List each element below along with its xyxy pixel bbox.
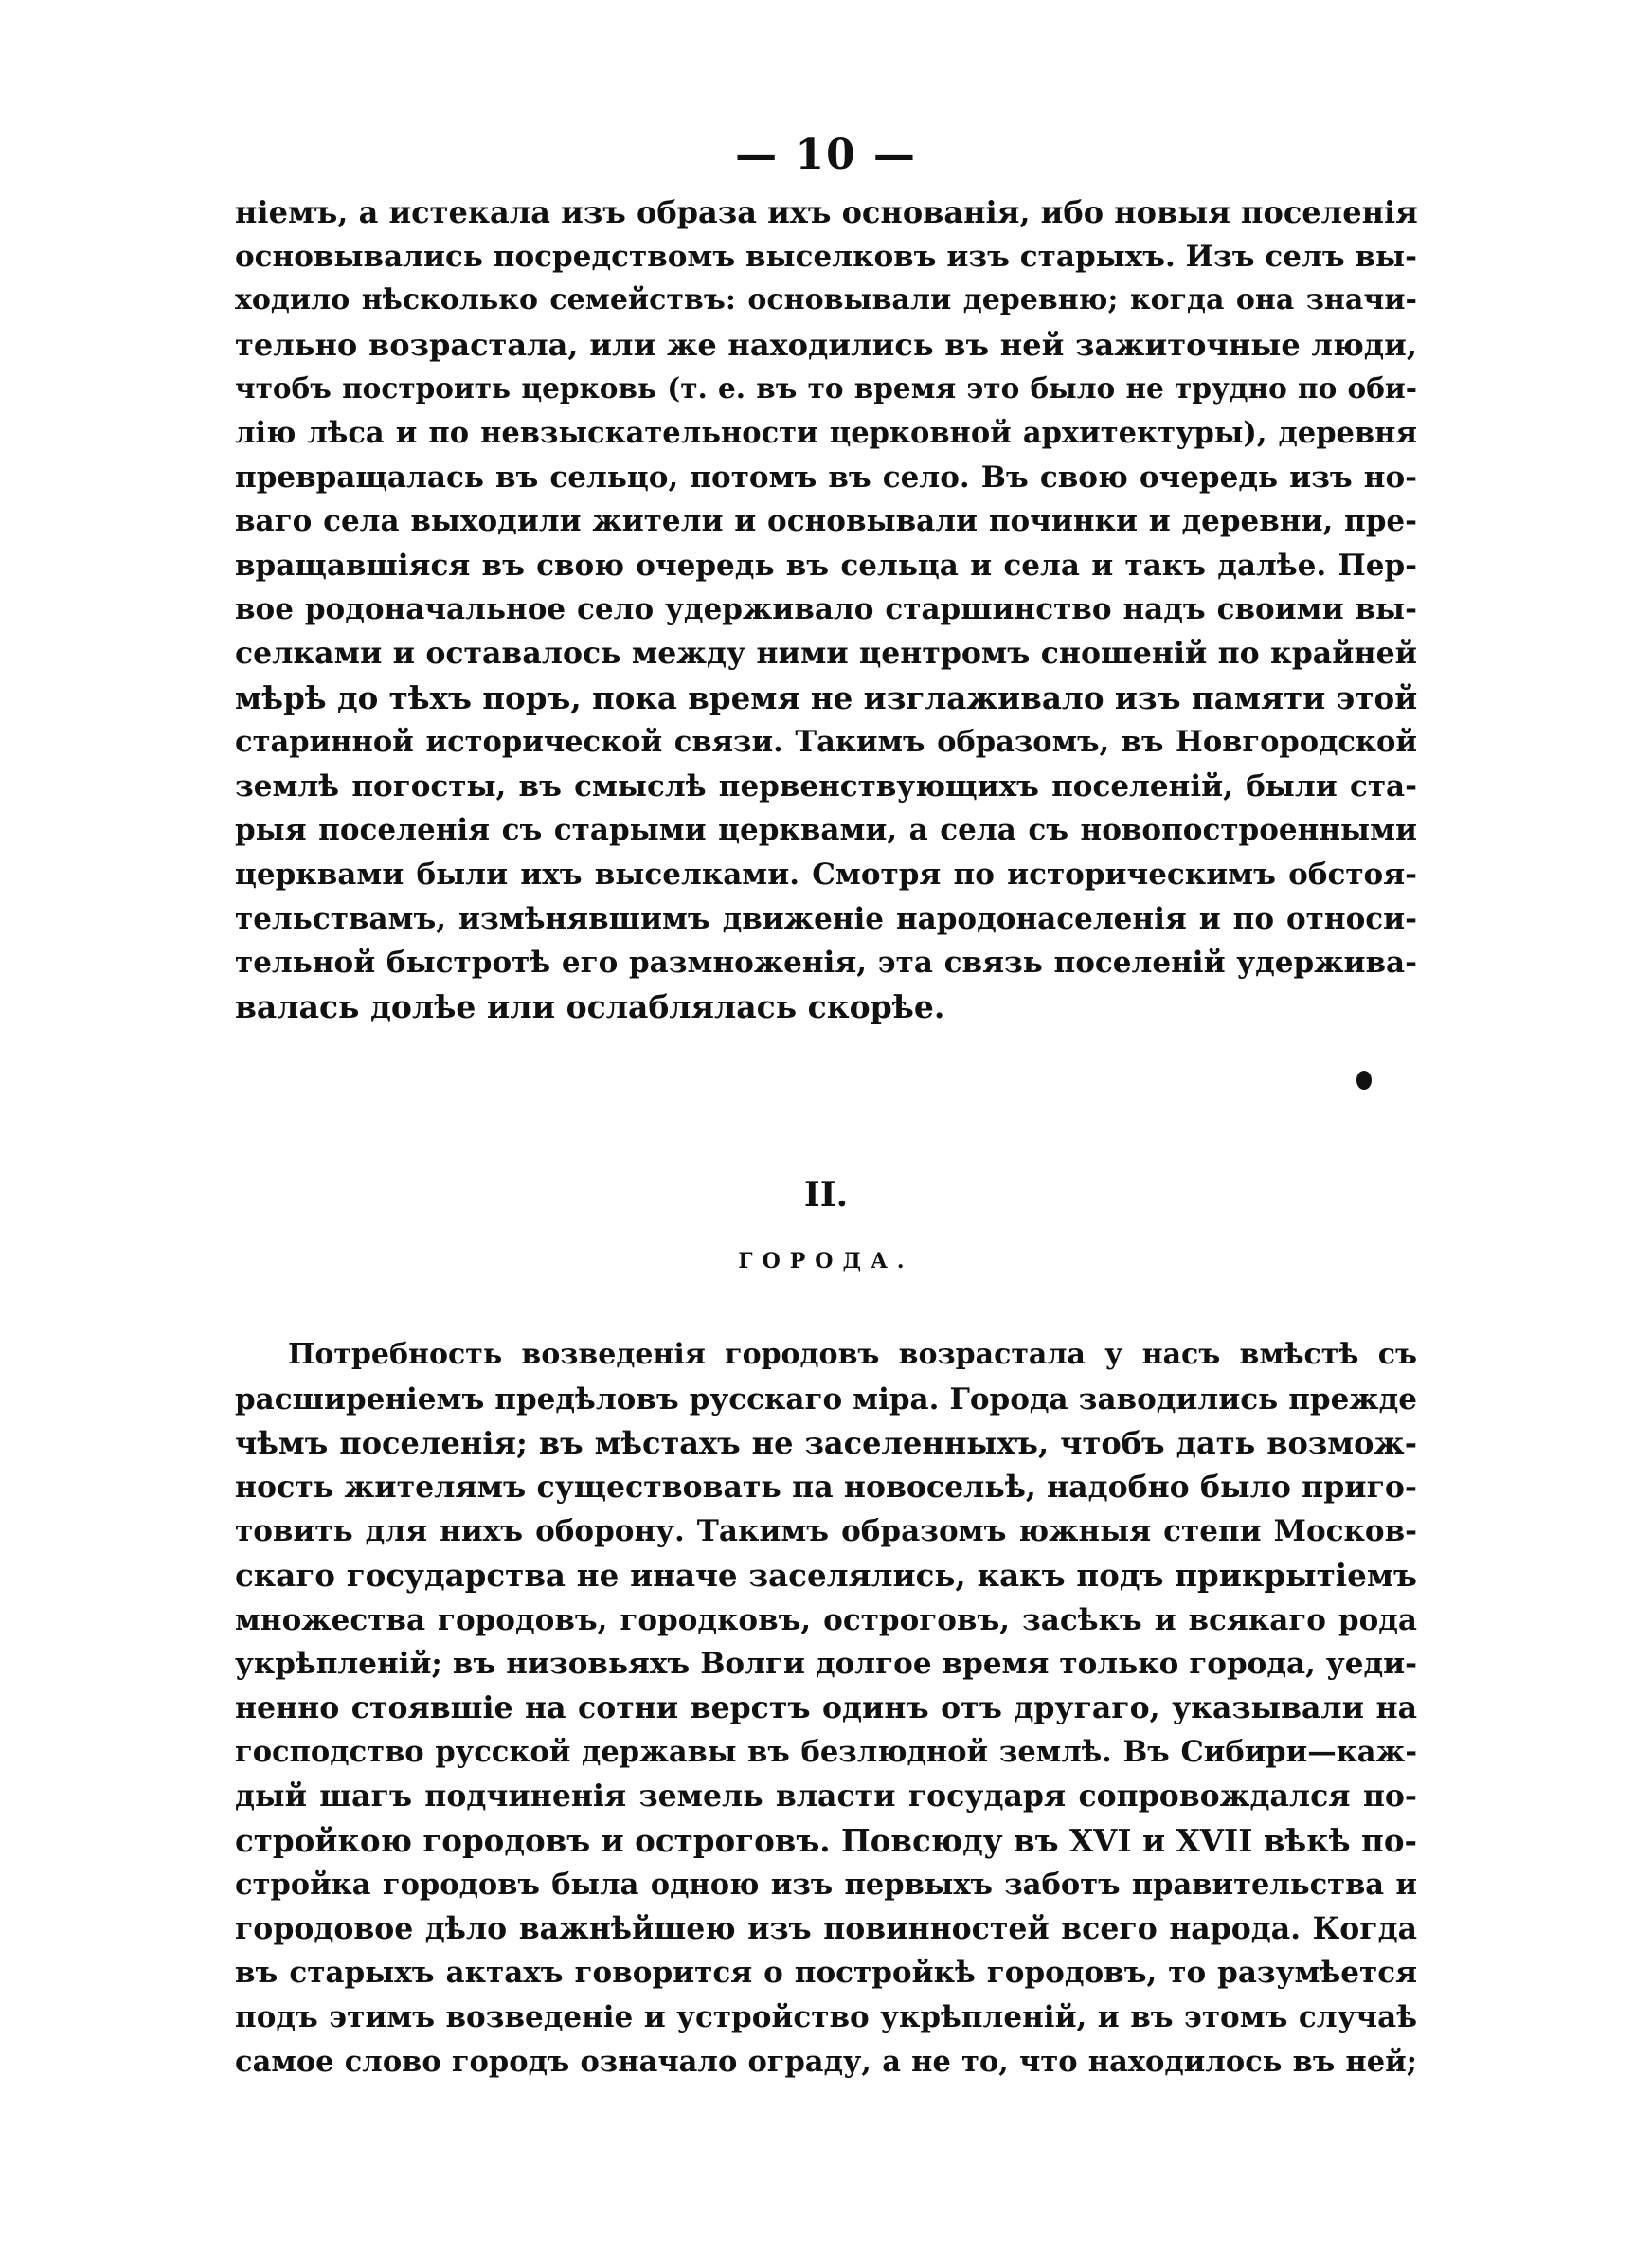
text-line: вое родоначальное село удерживало старшинство надъ своими вы- <box>235 592 1417 627</box>
section-title: ГОРОДА. <box>738 1249 914 1273</box>
text-line: стройкою городовъ и остроговъ. Повсюду въ XVI и XVII вѣкѣ по- <box>235 1821 1417 1859</box>
paragraph-cities <box>235 1333 1417 2084</box>
text-line: расширеніемъ предѣловъ русскаго міра. Города заводились прежде <box>235 1381 1417 1417</box>
text-line: множества городовъ, городковъ, остроговъ, засѣкъ и всякаго рода <box>235 1602 1417 1637</box>
text-line: вращавшіяся въ свою очередь въ сельца и села и такъ далѣе. Пер- <box>235 548 1417 583</box>
text-line: господство русской державы въ безлюдной землѣ. Въ Сибири—каж- <box>235 1735 1417 1770</box>
text-line: ность жителямъ существовать па новосельѣ, надобно было приго- <box>235 1469 1417 1505</box>
page-number: — 10 — <box>735 131 917 179</box>
text-line: стройка городовъ была одною изъ первыхъ заботъ правительства и <box>235 1868 1417 1903</box>
text-line: чѣмъ поселенія; въ мѣстахъ не заселенныхъ, чтобъ дать возмож- <box>235 1425 1417 1462</box>
text-line: Потребность возведенія городовъ возрастала у насъ вмѣстѣ съ <box>288 1338 1417 1371</box>
text-line: ніемъ, а истекала изъ образа ихъ основанія, ибо новыя поселенія <box>235 194 1418 230</box>
text-line: въ старыхъ актахъ говорится о постройкѣ городовъ, то разумѣется <box>235 1956 1417 1991</box>
text-line: тельно возрастала, или же находились въ ней зажиточные люди, <box>235 326 1417 363</box>
ink-dot <box>1356 1071 1372 1090</box>
text-line: тельствамъ, измѣнявшимъ движеніе народонаселенія и по относи- <box>235 901 1417 936</box>
text-line: укрѣпленій; въ низовьяхъ Волги долгое время только города, уеди- <box>235 1647 1417 1682</box>
text-line: товить для нихъ оборону. Такимъ образомъ южныя степи Москов- <box>235 1514 1417 1549</box>
text-line: подъ этимъ возведеніе и устройство укрѣпленій, и въ этомъ случаѣ <box>235 1999 1417 2034</box>
text-line: городовое дѣло важнѣйшею изъ повинностей всего народа. Когда <box>235 1910 1417 1946</box>
text-line: самое слово городъ означало ограду, а не то, что находилось въ ней; <box>235 2044 1417 2079</box>
text-line: селками и оставалось между ними центромъ сношеній по крайней <box>235 635 1417 671</box>
text-line: скаго государства не иначе заселялись, какъ подъ прикрытіемъ <box>235 1556 1417 1594</box>
text-line: лію лѣса и по невзыскательности церковной архитектуры), деревня <box>235 415 1417 450</box>
text-line: основывались посредствомъ выселковъ изъ старыхъ. Изъ селъ вы- <box>235 239 1417 274</box>
text-line: валась долѣе или ослаблялась скорѣе. <box>235 987 945 1025</box>
text-line: ходило нѣсколько семействъ: основывали деревню; когда она значи- <box>235 283 1417 317</box>
section-number: II. <box>803 1175 849 1215</box>
text-line: ненно стоявшіе на сотни верстъ одинъ отъ другаго, указывали на <box>235 1689 1417 1725</box>
text-line: чтобъ построить церковь (т. е. въ то время это было не трудно по оби- <box>235 371 1417 406</box>
text-line: дый шагъ подчиненія земель власти государя сопровождался по- <box>235 1778 1417 1814</box>
text-line: ваго села выходили жители и основывали починки и деревни, пре- <box>235 504 1417 539</box>
text-line: тельной быстротѣ его размноженія, эта связь поселеній удержива- <box>235 946 1417 981</box>
text-line: превращалась въ сельцо, потомъ въ село. Въ свою очередь изъ но- <box>235 460 1417 495</box>
text-line: церквами были ихъ выселками. Смотря по историческимъ обстоя- <box>235 857 1417 892</box>
text-line: старинной исторической связи. Такимъ образомъ, въ Новгородской <box>235 725 1417 760</box>
paragraph-continuation <box>235 190 1417 1029</box>
text-line: мѣрѣ до тѣхъ поръ, пока время не изглаживало изъ памяти этой <box>235 678 1418 716</box>
text-line: землѣ погосты, въ смыслѣ первенствующихъ поселеній, были ста- <box>235 768 1417 803</box>
text-line: рыя поселенія съ старыми церквами, а села съ новопостроенными <box>235 813 1417 848</box>
